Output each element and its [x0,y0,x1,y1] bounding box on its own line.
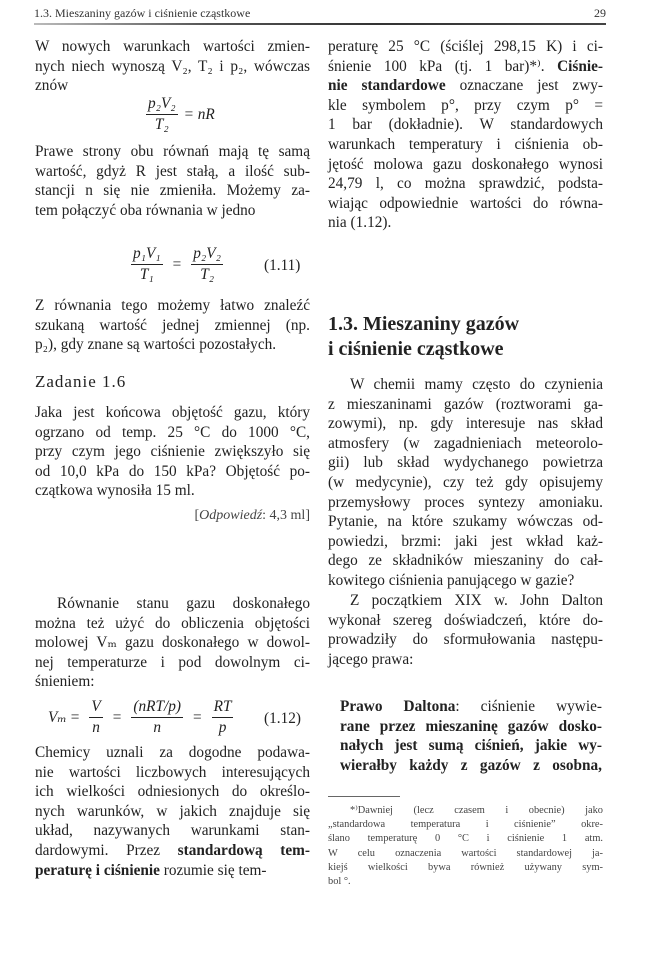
text-line [35,403,310,423]
task-text [35,403,310,501]
eq-equals: = [172,255,182,273]
text-line [328,818,603,832]
text-segment: p₂), gdy znane są wartości pozostałych. [35,336,277,354]
text-line [35,861,310,881]
text-line [340,756,602,776]
text-segment: Z równania tego możemy łatwo znaleźć [35,297,310,314]
text-line [35,442,310,462]
text-line [35,162,310,182]
text-line [35,594,310,614]
text-line [328,115,603,135]
bold-term: peraturę i ciśnienie [35,861,160,879]
text-segment: kiejś wielkości bywa również używany sym- [328,861,603,873]
paragraph [328,591,603,669]
header-rule [34,23,606,25]
text-line [328,194,603,214]
running-title: 1.3. Mieszaniny gazów i ciśnienie cząstkowe [34,6,251,20]
eq-numerator: (nRT/p) [131,698,183,718]
text-segment: wykonał szereg doświadczeń, które do- [328,611,603,629]
eq-denominator: T₂ [200,266,215,283]
equation-1-12 [48,698,239,737]
text-segment: kowitego ciśnienia panującego w gazie? [328,571,575,589]
task-answer [194,508,310,524]
text-line [328,591,603,611]
text-segment: rozumie się tem- [159,861,267,879]
text-segment: nia (1.12). [328,214,392,232]
text-line [328,847,603,861]
eq-numerator: p₂V₂ [191,245,223,265]
text-line [35,481,310,501]
text-segment: z mieszaninami gazów (roztworami ga- [328,395,603,413]
text-line [35,614,310,634]
text-segment: 24,79 l, co można sprawdzić, podsta- [328,175,603,193]
text-segment: wartość, gdyż R jest stałą, a ilość sub- [35,162,310,180]
text-line [35,181,310,201]
text-segment: Jaka jest końcowa objętość gazu, który [35,404,310,421]
eq-denominator: n [92,719,100,736]
paragraph [35,743,310,880]
bold-term: Ciśnie- [557,57,603,75]
text-segment: nych niech wynoszą V₂, T₂ i p₂, wówczas [35,57,310,75]
text-segment: powiedzi, brzmi: jaki jest wkład każ- [328,532,603,550]
text-line [35,633,310,653]
text-line [328,875,603,889]
text-segment: Równanie stanu gazu doskonałego [57,595,310,612]
text-line [328,96,603,116]
text-line [35,423,310,443]
text-line [35,142,310,162]
text-segment: tem połączyć oba równania w jedno [35,201,256,219]
text-line [328,395,603,415]
text-line [35,462,310,482]
text-segment: czątkowa wynosiła 15 ml. [35,482,195,500]
text-line [328,76,603,96]
equation-ideal-gas-2 [140,95,215,134]
text-segment: ślano temperaturę 0 °C i ciśnienie 1 atm. [328,833,603,845]
eq-denominator: n [153,719,161,736]
text-line [328,57,603,77]
text-line [328,37,603,57]
equation-1-11 [125,245,229,284]
text-line [328,804,603,818]
text-segment: „standardowa temperatura i ciśnienie” okre- [328,819,603,831]
text-line [35,672,310,692]
bold-term: nałych jest sumą ciśnień, jakie wy- [340,737,602,755]
text-segment: Pytanie, na które szukamy wówczas od- [328,513,603,531]
text-segment: Z początkiem XIX w. John Dalton [350,592,603,609]
eq-equals: = [70,708,80,726]
text-line [328,375,603,395]
dalton-law [340,697,602,775]
running-header [34,6,606,22]
text-line [35,782,310,802]
text-segment: nie wartości liczbowych interesujących [35,763,310,781]
text-line [328,571,603,591]
text-line [35,653,310,673]
task-heading: Zadanie 1.6 [35,372,127,391]
paragraph [35,37,310,96]
text-line [35,57,310,77]
text-segment: przy czym jego ciśnienie zwiększyło się [35,443,310,461]
text-segment: oznaczane jest zwy- [445,77,603,95]
text-line [328,532,603,552]
text-segment: śnieniem: [35,673,95,691]
eq-equals: = [192,708,202,726]
text-segment: peraturę 25 °C (ściślej 298,15 K) i ci- [328,38,603,55]
text-line [340,736,602,756]
section-heading: 1.3. Mieszaniny gazów [328,313,520,335]
paragraph [35,142,310,220]
equation-number: (1.12) [264,710,301,727]
text-line [328,551,603,571]
text-segment: 1 bar (dokładnie). W standardowych [328,116,603,134]
equation-number: (1.11) [264,257,301,274]
text-line [328,512,603,532]
text-line [328,861,603,875]
footnote-rule [328,796,400,797]
eq-denominator: p [218,719,227,736]
eq-numerator: V [89,698,102,718]
eq-numerator: p₁V₁ [131,245,163,265]
paragraph [328,37,603,233]
text-segment: Chemicy uznali za dogodne podawa- [35,744,310,761]
text-segment: W nowych warunkach wartości zmien- [35,38,310,55]
eq-denominator: T₂ [154,116,169,133]
text-segment: układ, nazywanych warunkami stan- [35,822,310,840]
text-segment: stancji n się nie zmieniła. Możemy za- [35,182,310,200]
text-segment: atmosfery (w zagadnieniach meteorolo- [328,434,603,452]
bold-term: nie standardowe [328,77,446,95]
text-segment: Prawe strony obu równań mają tę samą [35,143,310,160]
text-line [35,763,310,783]
text-line [35,821,310,841]
text-segment: bol °. [328,875,351,887]
bold-term: wierałby każdy z gazów z osobna, [340,756,602,774]
text-line [328,174,603,194]
text-segment: można też użyć do obliczenia objętości [35,614,310,632]
answer-value: : 4,3 ml] [262,508,310,523]
text-line [328,135,603,155]
text-line [328,650,603,670]
answer-label: Odpowiedź [199,508,263,523]
text-segment: molowej Vₘ gazu doskonałego w dowol- [35,634,310,652]
section-heading: i ciśnienie cząstkowe [328,338,504,360]
bold-term: rane przez mieszaninę gazów dosko- [340,717,602,735]
eq-lhs: Vₘ [48,709,67,726]
paragraph [328,375,603,591]
text-line [35,802,310,822]
text-segment: śnienie 100 kPa (tj. 1 bar)*⁾. [328,57,558,75]
text-line [328,453,603,473]
page-number: 29 [594,6,606,20]
text-segment: ich wielkości odniesionych do określo- [35,783,310,801]
text-segment: prowadziły do sformułowania następu- [328,631,603,649]
text-segment: szukaną wartość jednej zmiennej (np. [35,316,310,334]
text-segment: ogrzano od temp. 25 °C do 1000 °C, [35,423,310,441]
text-line [35,743,310,763]
text-line [340,697,602,717]
bold-term: standardową tem- [177,841,310,859]
footnote [328,804,603,889]
text-line [35,37,310,57]
text-line [328,832,603,846]
text-line [328,434,603,454]
text-segment: nej temperaturze i pod dowolnym ci- [35,653,310,671]
text-line [35,201,310,221]
text-line [35,296,310,316]
text-line [328,213,603,233]
eq-numerator: p₂V₂ [146,95,178,115]
text-segment: warunkach temperatury i ciśnienia ob- [328,135,603,153]
text-line [328,414,603,434]
text-line [35,316,310,336]
text-line [35,335,310,355]
eq-numerator: RT [212,698,234,718]
text-segment: W chemii mamy często do czynienia [350,376,603,393]
text-segment: W celu oznaczenia wartości standardowej ja- [328,847,603,859]
text-line [328,155,603,175]
text-segment: kle symbolem p°, przy czym p° = [328,96,603,114]
text-segment: dego ze składników mieszaniny do cał- [328,552,603,570]
text-segment: : ciśnienie wywie- [455,698,602,715]
text-segment: dardowymi. Przez [35,841,178,859]
text-segment: zowymi), np. gdy interesuje nas skład [328,415,603,433]
text-line [35,76,310,96]
paragraph [35,594,310,692]
text-line [328,611,603,631]
text-line [328,493,603,513]
text-segment: *⁾Dawniej (lecz czasem i obecnie) jako [350,805,603,816]
paragraph [35,296,310,355]
text-segment: nych warunków, w jakich znajduje się [35,802,310,820]
text-segment: gii) lub skład wydychanego powietrza [328,454,603,472]
text-segment: jętość molowa gazu doskonałego wynosi [328,155,603,173]
text-segment: od 10,0 kPa do 150 kPa? Objętość po- [35,462,310,480]
eq-equals: = [112,708,122,726]
text-segment: znów [35,77,69,95]
text-line [35,841,310,861]
eq-denominator: T₁ [139,266,154,283]
text-line [340,717,602,737]
bold-term: Prawo Daltona [340,698,456,715]
text-segment: jącego prawa: [328,650,414,668]
text-segment: (w medycynie), czy też gdy opisujemy [328,473,603,491]
text-line [328,630,603,650]
eq-rhs: = nR [183,105,215,123]
answer-bracket: [ [194,508,200,523]
text-segment: przemysłowy proces syntezy amoniaku. [328,493,603,511]
text-segment: wiając odpowiednie wartości do równa- [328,194,603,212]
text-line [328,473,603,493]
